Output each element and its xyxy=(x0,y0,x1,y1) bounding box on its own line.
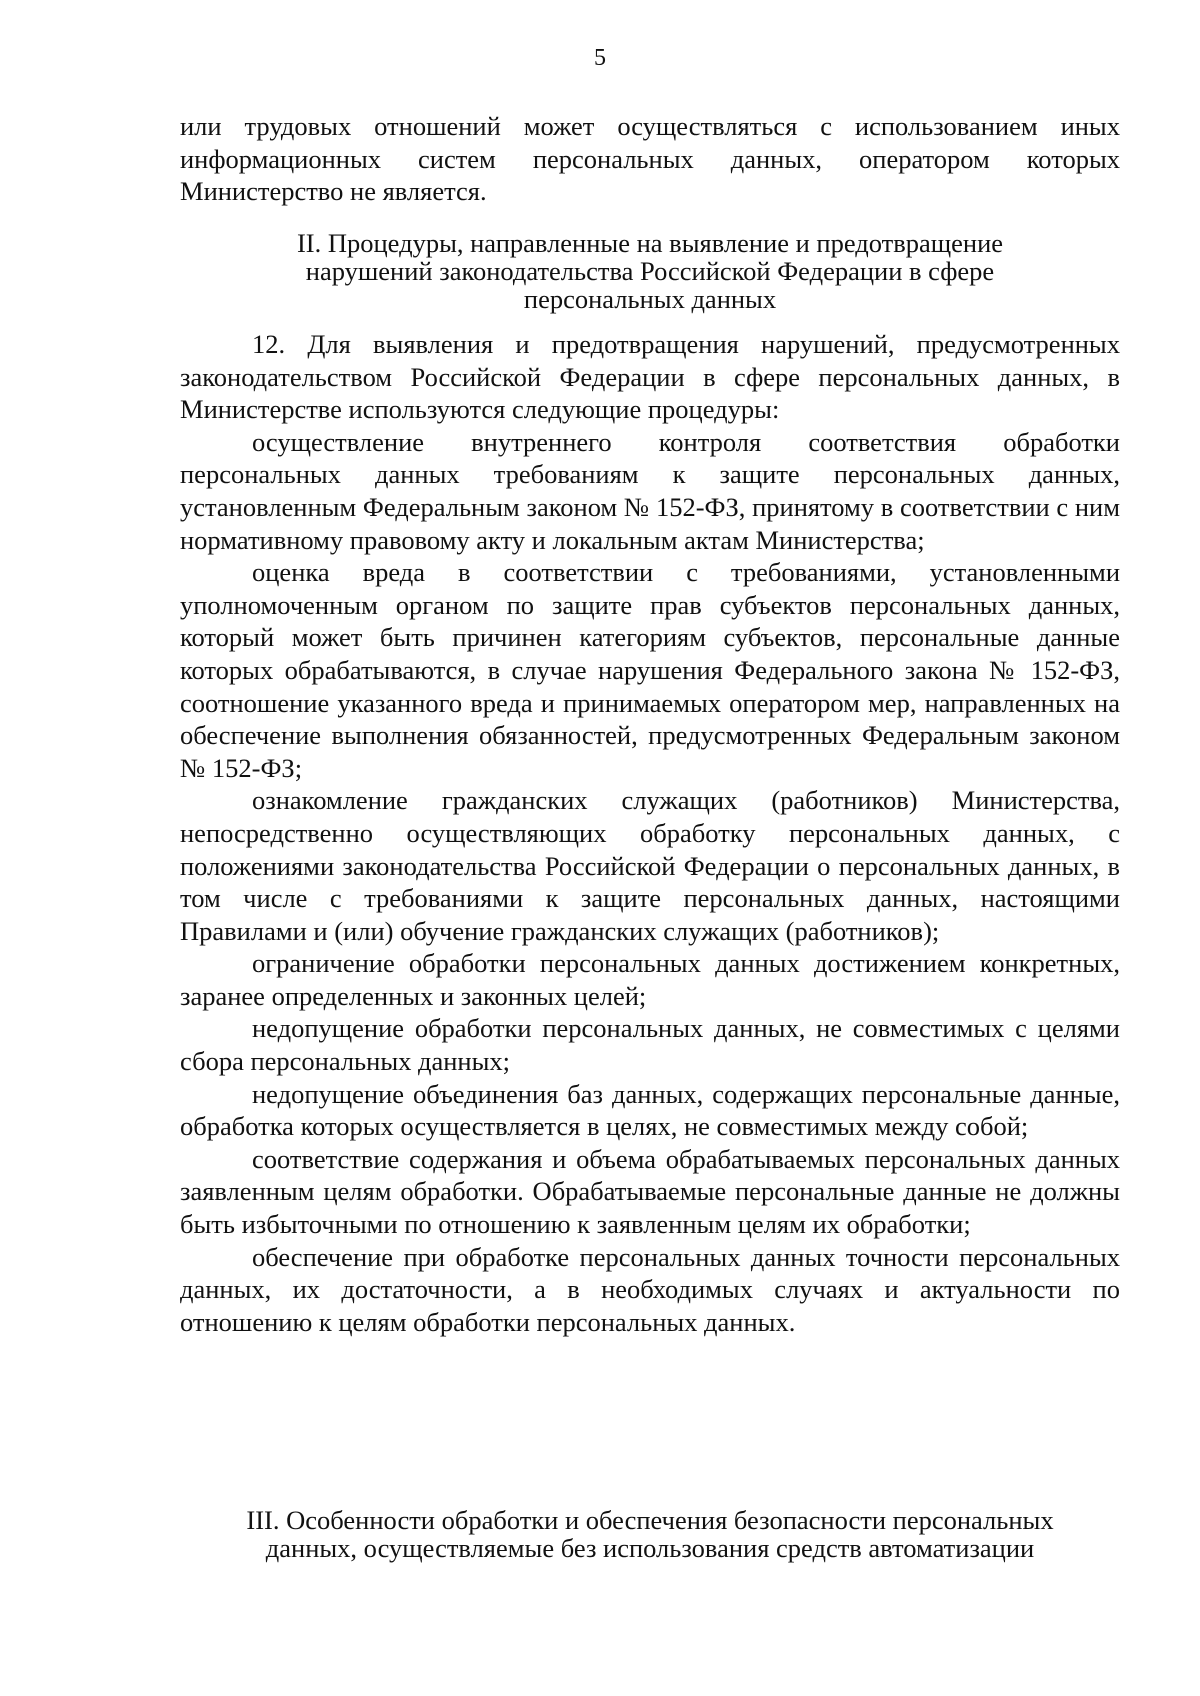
section-3-heading-line-1: III. Особенности обработки и обеспечения безопасности персональных xyxy=(246,1505,1054,1535)
list-item-internal-control: осуществление внутреннего контроля соответствия обработки персональных данных требованиям к защите персональных данных, установленным Федеральным законом № 152-ФЗ, принятому в соответствии с ним нормативному правовому акту и локальным актам Министерства; xyxy=(180,426,1120,555)
list-item-data-accuracy: обеспечение при обработке персональных данных точности персональных данных, их достаточности, а в необходимых случаях и актуальности по отношению к целям обработки персональных данных. xyxy=(180,1241,1120,1337)
section-2-heading-line-2: нарушений законодательства Российской Федерации в сфере xyxy=(305,256,995,286)
list-item-purpose-limitation: ограничение обработки персональных данных достижением конкретных, заранее определенных и законных целей; xyxy=(180,948,1120,1011)
section-2-heading-line-3: персональных данных xyxy=(523,284,777,314)
list-item-harm-assessment: оценка вреда в соответствии с требованиями, установленными уполномоченным органом по защите прав субъектов персональных данных, который может быть причинен категориям субъектов, персональные данные которых обрабатываются, в случае нарушения Федерального закона № 152-ФЗ, соотношение указанного вреда и принимаемых оператором мер, направленных на обеспечение выполнения обязанностей, предусмотренных Федеральным законом № 152-ФЗ; xyxy=(180,557,1120,783)
list-item-incompatible-processing: недопущение обработки персональных данных, не совместимых с целями сбора персональных данных; xyxy=(180,1013,1120,1077)
section-3-heading xyxy=(130,1506,1170,1562)
list-item-database-merging: недопущение объединения баз данных, содержащих персональные данные, обработка которых осуществляется в целях, не совместимых между собой; xyxy=(180,1078,1120,1142)
list-item-familiarization: ознакомление гражданских служащих (работников) Министерства, непосредственно осуществляющих обработку персональных данных, с положениями законодательства Российской Федерации о персональных данных, в том числе с требованиями к защите персональных данных, настоящими Правилами и (или) обучение гражданских служащих (работников); xyxy=(180,785,1120,946)
page-number: 5 xyxy=(594,45,606,71)
intro-block xyxy=(180,110,1120,208)
section-3-heading-line-2: данных, осуществляемые без использования средств автоматизации xyxy=(265,1533,1035,1563)
intro-paragraph: или трудовых отношений может осуществляться с использованием иных информационных систем персональных данных, оператором которых Министерство не является. xyxy=(180,111,1120,207)
paragraph-12: 12. Для выявления и предотвращения нарушений, предусмотренных законодательством Российской Федерации в сфере персональных данных, в Министерстве используются следующие процедуры: xyxy=(180,329,1120,425)
section-2-heading xyxy=(150,229,1150,313)
list-item-data-minimization: соответствие содержания и объема обрабатываемых персональных данных заявленным целям обработки. Обрабатываемые персональные данные не должны быть избыточными по отношению к заявленным целям их обработки; xyxy=(180,1143,1120,1240)
body-block xyxy=(180,328,1120,1338)
section-2-heading-line-1: II. Процедуры, направленные на выявление и предотвращение xyxy=(296,228,1004,258)
